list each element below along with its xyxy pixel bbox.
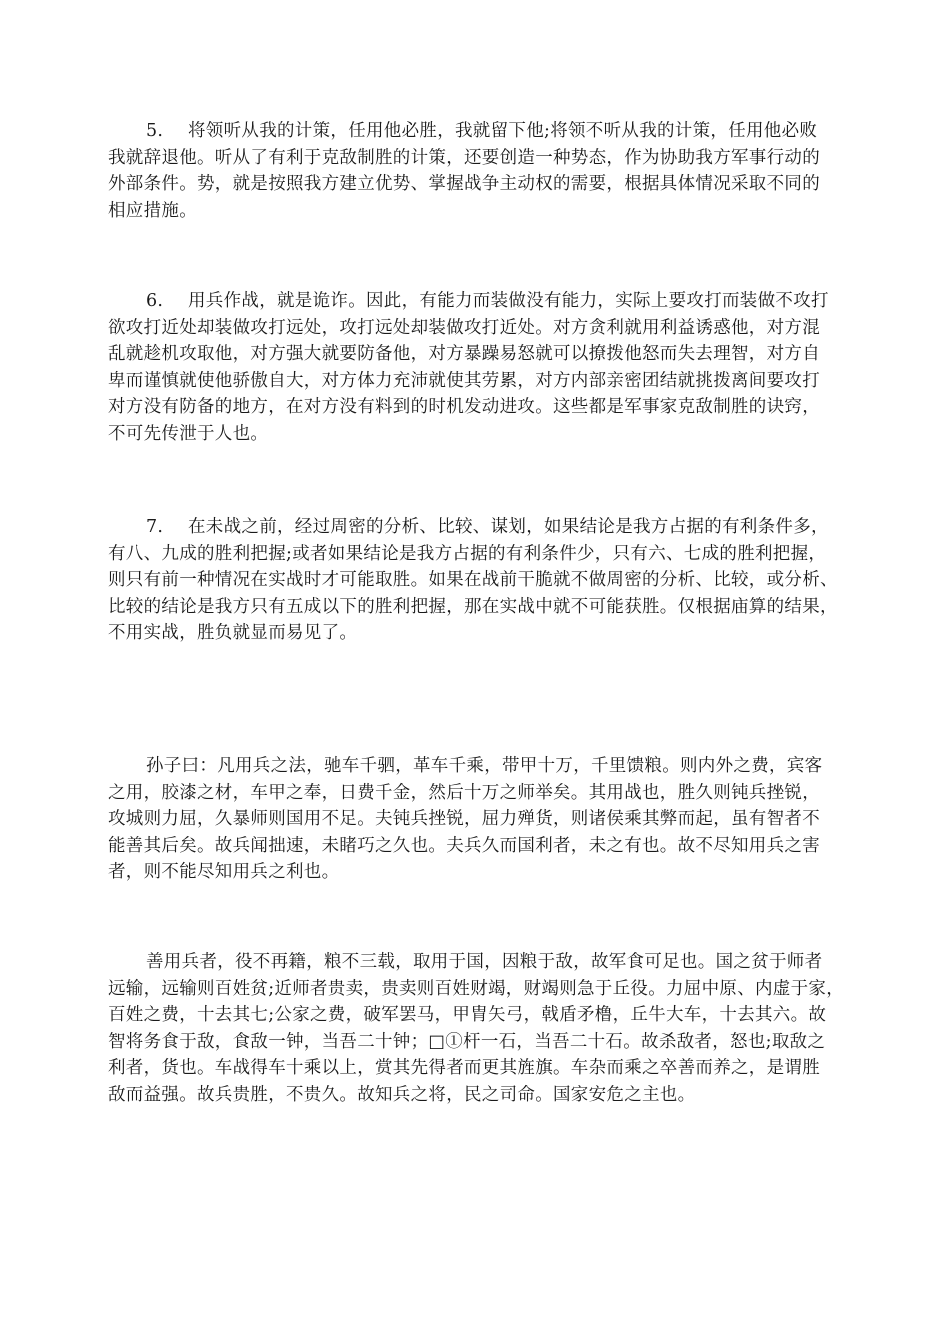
paragraph-line: 不用实战，胜负就显而易见了。: [108, 623, 358, 643]
paragraph-line: 善用兵者，役不再籍，粮不三载，取用于国，因粮于敌，故军食可足也。国之贫于师者: [146, 952, 823, 972]
paragraph-number: 7.: [146, 517, 164, 537]
paragraph-line: 对方没有防备的地方，在对方没有料到的时机发动进攻。这些都是军事家克敌制胜的诀窍，: [108, 397, 820, 417]
paragraph-line: 利者，货也。车战得车十乘以上，赏其先得者而更其旌旗。车杂而乘之卒善而养之，是谓胜: [108, 1058, 820, 1078]
paragraph-line: 乱就趁机攻取他，对方强大就要防备他，对方暴躁易怒就可以撩拨他怒而失去理智，对方自: [108, 344, 820, 364]
paragraph-7: [108, 514, 843, 647]
paragraph-line: 6. 用兵作战，就是诡诈。因此，有能力而装做没有能力，实际上要攻打而装做不攻打: [108, 288, 843, 315]
paragraph-line: 之用，胶漆之材，车甲之奉，日费千金，然后十万之师举矣。其用战也，胜久则钝兵挫锐，: [108, 782, 820, 803]
paragraph-line: 不可先传泄于人也。: [108, 423, 269, 444]
paragraph-line: 欲攻打近处却装做攻打远处，攻打远处却装做攻打近处。对方贪利就用利益诱惑他，对方混: [108, 317, 820, 338]
paragraph-line: 者，则不能尽知用兵之利也。: [108, 862, 340, 882]
paragraph-line: 远输，远输则百姓贫;近师者贵卖，贵卖则百姓财竭，财竭则急于丘役。力屈中原、内虚于家，: [108, 978, 844, 999]
paragraph-line: 外部条件。势，就是按照我方建立优势、掌握战争主动权的需要，根据具体情况采取不同的: [108, 174, 820, 194]
paragraph-line: 孙子曰：凡用兵之法，驰车千驷，革车千乘，带甲十万，千里馈粮。则内外之费，宾客: [146, 756, 823, 776]
paragraph-line: 有八、九成的胜利把握;或者如果结论是我方占据的有利条件少，只有六、七成的胜利把握，: [108, 543, 827, 564]
paragraph-5: [108, 118, 843, 224]
paragraph-line: 卑而谨慎就使他骄傲自大，对方体力充沛就使其劳累，对方内部亲密团结就挑拨离间要攻打: [108, 370, 820, 391]
paragraph-line: 百姓之费，十去其七;公家之费，破军罢马，甲胄矢弓，戟盾矛橹，丘牛大车，十去其六。故: [108, 1005, 827, 1025]
paragraph-number: 5.: [146, 121, 164, 141]
paragraph-line: 能善其后矣。故兵闻拙速，未睹巧之久也。夫兵久而国利者，未之有也。故不尽知用兵之害: [108, 835, 820, 856]
paragraph-line: 敌而益强。故兵贵胜，不贵久。故知兵之将，民之司命。国家安危之主也。: [108, 1084, 696, 1105]
paragraph-line: 比较的结论是我方只有五成以下的胜利把握，那在实战中就不可能获胜。仅根据庙算的结果，: [108, 596, 838, 617]
paragraph-number: 6.: [146, 291, 164, 311]
paragraph-line: 7. 在未战之前，经过周密的分析、比较、谋划，如果结论是我方占据的有利条件多，: [108, 514, 843, 541]
paragraph-line: 相应措施。: [108, 200, 197, 221]
paragraph-line: 攻城则力屈，久暴师则国用不足。夫钝兵挫锐，屈力殚货，则诸侯乘其弊而起，虽有智者不: [108, 809, 820, 829]
paragraph-shan-yong-bing: [108, 949, 843, 1108]
paragraph-line: 5. 将领听从我的计策，任用他必胜，我就留下他;将领不听从我的计策，任用他必败: [108, 118, 843, 145]
paragraph-line: 智将务食于敌，食敌一钟，当吾二十钟；□①杆一石，当吾二十石。故杀敌者，怒也;取敌之: [108, 1031, 826, 1052]
paragraph-line: 我就辞退他。听从了有利于克敌制胜的计策，还要创造一种势态，作为协助我方军事行动的: [108, 147, 820, 168]
paragraph-6: [108, 288, 843, 447]
paragraph-line: 则只有前一种情况在实战时才可能取胜。如果在战前干脆就不做周密的分析、比较，或分析、: [108, 570, 838, 590]
paragraph-sunzi-yue: [108, 753, 843, 886]
